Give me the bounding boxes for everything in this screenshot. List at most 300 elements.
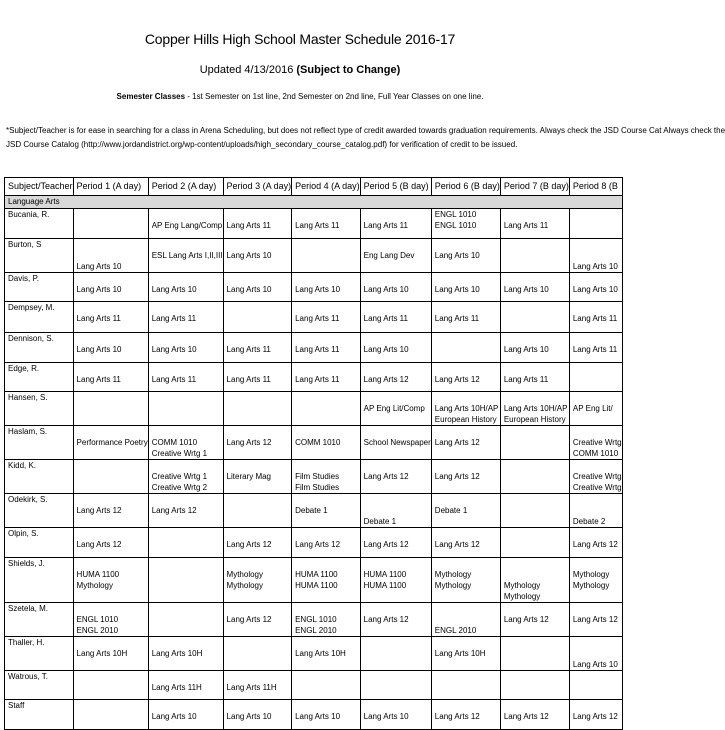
teacher-label: Edge, R.: [8, 364, 40, 373]
period-4-cell: [292, 239, 361, 273]
class-name: Eng Lang Dev: [363, 251, 415, 260]
period-7-cell: [500, 700, 569, 730]
teacher-label: Burton, S: [8, 240, 42, 249]
class-name: Lang Arts 10H: [295, 649, 346, 658]
period-3-cell: [223, 637, 292, 671]
class-name: [364, 273, 431, 284]
teacher-label: Bucania, R.: [8, 210, 50, 219]
class-name: [295, 426, 360, 437]
period-1-cell: [73, 460, 148, 494]
teacher-name: [5, 558, 74, 603]
class-name: Lang Arts 11: [503, 221, 549, 230]
period-3-cell: [223, 460, 292, 494]
class-name: HUMA 1100: [363, 570, 407, 579]
class-name: European History: [503, 415, 566, 424]
class-name: [364, 333, 431, 344]
teacher-name: [5, 333, 74, 363]
class-name: Lang Arts 11H: [226, 683, 277, 692]
class-name: [295, 333, 360, 344]
class-name: [227, 209, 292, 220]
class-name: HUMA 1100: [295, 581, 338, 590]
class-name: [295, 363, 360, 374]
class-name: ENGL 1010: [434, 221, 477, 230]
table-row: [5, 528, 623, 558]
note-line-2: JSD Course Catalog (http://www.jordandistrict.org/wp-content/uploads/high_secondary_course_catalog.pdf) for verification of credit to be issued.: [6, 140, 518, 149]
class-name: Creative Wrtg: [572, 483, 622, 492]
class-name: Lang Arts 10: [503, 285, 549, 294]
period-6-cell: [431, 333, 500, 363]
period-1-cell: [73, 637, 148, 671]
teacher-label: Olpin, S.: [8, 529, 39, 538]
class-name: [295, 637, 360, 648]
table-row: [5, 426, 623, 460]
section-language-arts: Language Arts: [5, 196, 623, 209]
period-2-cell: [148, 558, 223, 603]
class-name: Lang Arts 12: [295, 540, 341, 549]
header-period-6: Period 6 (B day): [431, 178, 500, 196]
period-6-cell: [431, 671, 500, 700]
class-name: Lang Arts 12: [503, 712, 549, 721]
period-1-cell: [73, 603, 148, 637]
class-name: Lang Arts 10: [572, 262, 618, 271]
class-name: [504, 603, 569, 614]
class-name: Lang Arts 12: [434, 438, 480, 447]
period-2-cell: [148, 302, 223, 333]
period-7-cell: [500, 528, 569, 558]
class-name: [77, 273, 148, 284]
period-8-cell: [569, 637, 622, 671]
table-row: [5, 603, 623, 637]
class-name: [227, 273, 292, 284]
period-5-cell: [360, 671, 431, 700]
class-name: [77, 302, 148, 313]
period-8-cell: [569, 528, 622, 558]
class-name: [152, 363, 223, 374]
class-name: [295, 460, 360, 471]
period-6-cell: [431, 637, 500, 671]
class-name: Lang Arts 10: [151, 712, 197, 721]
period-5-cell: [360, 700, 431, 730]
teacher-name: [5, 302, 74, 333]
class-name: [77, 603, 148, 614]
class-name: School Newspaper: [363, 438, 431, 447]
class-name: Lang Arts 12: [151, 506, 197, 515]
period-5-cell: [360, 603, 431, 637]
teacher-name: [5, 700, 74, 730]
period-1-cell: [73, 239, 148, 273]
table-row: [5, 460, 623, 494]
period-7-cell: [500, 333, 569, 363]
period-6-cell: [431, 426, 500, 460]
class-name: Lang Arts 11: [151, 375, 197, 384]
class-name: [435, 637, 500, 648]
period-5-cell: [360, 363, 431, 392]
class-name: Lang Arts 12: [363, 375, 409, 384]
period-7-cell: [500, 392, 569, 426]
class-name: [77, 528, 148, 539]
teacher-name: [5, 460, 74, 494]
class-name: [364, 460, 431, 471]
class-name: [152, 460, 223, 471]
class-name: Lang Arts 10H/AP: [503, 404, 568, 413]
period-3-cell: [223, 302, 292, 333]
class-name: Debate 1: [295, 506, 328, 515]
class-name: Lang Arts 10H: [76, 649, 128, 658]
class-name: [295, 528, 360, 539]
period-6-cell: [431, 603, 500, 637]
class-name: Lang Arts 12: [363, 540, 409, 549]
class-name: [504, 273, 569, 284]
period-3-cell: [223, 558, 292, 603]
class-name: Creative Wrtg: [572, 472, 622, 481]
class-name: [227, 558, 292, 569]
class-name: ENGL 1010: [76, 615, 119, 624]
class-name: [435, 528, 500, 539]
class-name: Lang Arts 12: [434, 712, 480, 721]
period-2-cell: [148, 426, 223, 460]
class-name: Lang Arts 10: [151, 345, 197, 354]
teacher-label: Watrous, T.: [8, 672, 49, 681]
master-schedule-table: [4, 177, 623, 730]
period-6-cell: [431, 392, 500, 426]
period-1-cell: [73, 700, 148, 730]
period-6-cell: [431, 209, 500, 239]
class-name: [364, 700, 431, 711]
class-name: [227, 603, 292, 614]
period-1-cell: [73, 302, 148, 333]
class-name: Lang Arts 10: [434, 285, 480, 294]
class-name: Lang Arts 10H: [434, 649, 486, 658]
class-name: [435, 558, 500, 569]
period-8-cell: [569, 494, 622, 528]
period-2-cell: [148, 528, 223, 558]
class-name: [364, 494, 431, 505]
class-name: Mythology: [572, 581, 610, 590]
teacher-label: Shields, J.: [8, 559, 45, 568]
teacher-name: [5, 273, 74, 302]
class-name: Lang Arts 11: [434, 314, 480, 323]
period-7-cell: [500, 273, 569, 302]
teacher-name: [5, 426, 74, 460]
period-6-cell: [431, 273, 500, 302]
class-name: [573, 648, 622, 659]
period-7-cell: [500, 494, 569, 528]
class-name: [573, 603, 622, 614]
class-name: ENGL 2010: [295, 626, 337, 635]
period-1-cell: [73, 426, 148, 460]
class-name: [364, 302, 431, 313]
class-name: Mythology: [76, 581, 114, 590]
class-name: [435, 239, 500, 250]
class-name: [573, 528, 622, 539]
period-3-cell: [223, 426, 292, 460]
table-row: [5, 363, 623, 392]
class-name: [435, 494, 500, 505]
section-row: [5, 196, 623, 209]
class-name: [227, 239, 292, 250]
class-name: Debate 2: [572, 517, 606, 526]
class-name: [435, 273, 500, 284]
table-row: [5, 302, 623, 333]
class-name: Film Studies: [295, 472, 340, 481]
period-8-cell: [569, 671, 622, 700]
period-4-cell: [292, 302, 361, 333]
period-4-cell: [292, 333, 361, 363]
period-5-cell: [360, 460, 431, 494]
class-name: Performance Poetry: [76, 438, 148, 447]
teacher-label: Haslam, S.: [8, 427, 48, 436]
class-name: [77, 426, 148, 437]
class-name: Creative Wrtg: [572, 438, 622, 447]
class-name: [573, 273, 622, 284]
class-name: Creative Wrtg 2: [151, 483, 208, 492]
class-name: [295, 700, 360, 711]
class-name: [227, 426, 292, 437]
period-2-cell: [148, 273, 223, 302]
period-6-cell: [431, 239, 500, 273]
teacher-name: [5, 494, 74, 528]
period-8-cell: [569, 302, 622, 333]
class-name: [504, 700, 569, 711]
period-3-cell: [223, 528, 292, 558]
class-name: [295, 494, 360, 505]
class-name: Lang Arts 11: [76, 375, 121, 384]
class-name: [504, 209, 569, 220]
class-name: [77, 250, 148, 261]
class-name: [364, 426, 431, 437]
period-4-cell: [292, 209, 361, 239]
teacher-name: [5, 363, 74, 392]
class-name: [227, 460, 292, 471]
period-3-cell: [223, 273, 292, 302]
period-1-cell: [73, 494, 148, 528]
class-name: Lang Arts 11: [295, 314, 340, 323]
period-1-cell: [73, 558, 148, 603]
updated-date: Updated 4/13/2016: [199, 64, 297, 76]
class-name: Film Studies: [295, 483, 340, 492]
teacher-name: [5, 209, 74, 239]
class-name: Lang Arts 10H: [151, 649, 203, 658]
header-period-7: Period 7 (B day): [500, 178, 569, 196]
class-name: [295, 209, 360, 220]
class-name: Lang Arts 11: [572, 314, 618, 323]
period-1-cell: [73, 273, 148, 302]
class-name: Lang Arts 12: [76, 540, 122, 549]
period-6-cell: [431, 494, 500, 528]
period-6-cell: [431, 460, 500, 494]
period-7-cell: [500, 671, 569, 700]
period-2-cell: [148, 637, 223, 671]
class-name: [364, 505, 431, 516]
period-7-cell: [500, 302, 569, 333]
class-name: Mythology: [503, 581, 541, 590]
class-name: Lang Arts 10H/AP: [434, 404, 499, 413]
class-name: Lang Arts 11: [363, 314, 408, 323]
class-name: [573, 250, 622, 261]
class-name: Lang Arts 11: [572, 345, 618, 354]
teacher-name: [5, 392, 74, 426]
class-name: Lang Arts 12: [572, 540, 618, 549]
class-name: [364, 209, 431, 220]
period-4-cell: [292, 603, 361, 637]
period-3-cell: [223, 603, 292, 637]
period-8-cell: [569, 603, 622, 637]
teacher-name: [5, 637, 74, 671]
class-name: AP Eng Lit/Comp: [363, 404, 425, 413]
period-3-cell: [223, 700, 292, 730]
teacher-name: [5, 603, 74, 637]
period-2-cell: [148, 603, 223, 637]
period-7-cell: [500, 460, 569, 494]
class-name: Lang Arts 10: [363, 345, 409, 354]
class-name: [364, 363, 431, 374]
class-name: ENGL 2010: [434, 626, 477, 635]
class-name: [152, 239, 223, 250]
period-1-cell: [73, 209, 148, 239]
class-name: Lang Arts 11: [295, 345, 340, 354]
period-4-cell: [292, 363, 361, 392]
period-7-cell: [500, 239, 569, 273]
class-name: [152, 426, 223, 437]
period-3-cell: [223, 363, 292, 392]
class-name: Lang Arts 10: [295, 712, 341, 721]
class-name: Creative Wrtg 1: [151, 472, 208, 481]
period-2-cell: [148, 333, 223, 363]
class-name: [227, 528, 292, 539]
period-4-cell: [292, 637, 361, 671]
period-7-cell: [500, 637, 569, 671]
period-3-cell: [223, 333, 292, 363]
table-row: [5, 239, 623, 273]
teacher-label: Davis, P.: [8, 274, 39, 283]
class-name: Lang Arts 11: [76, 314, 121, 323]
period-4-cell: [292, 700, 361, 730]
class-name: [573, 460, 622, 471]
class-name: Mythology: [434, 570, 472, 579]
class-name: [573, 505, 622, 516]
period-6-cell: [431, 700, 500, 730]
period-4-cell: [292, 671, 361, 700]
class-name: HUMA 1100: [295, 570, 338, 579]
period-1-cell: [73, 363, 148, 392]
class-name: Lang Arts 11: [503, 375, 549, 384]
class-name: [573, 494, 622, 505]
period-3-cell: [223, 392, 292, 426]
teacher-label: Dennison, S.: [8, 334, 54, 343]
period-1-cell: [73, 671, 148, 700]
period-8-cell: [569, 333, 622, 363]
period-5-cell: [360, 637, 431, 671]
header-period-5: Period 5 (B day): [360, 178, 431, 196]
period-2-cell: [148, 209, 223, 239]
page-title: Copper Hills High School Master Schedule 2016-17: [144, 31, 456, 47]
class-name: Lang Arts 12: [434, 540, 480, 549]
table-row: [5, 392, 623, 426]
period-1-cell: [73, 392, 148, 426]
teacher-label: Thaller, H.: [8, 638, 45, 647]
class-name: [295, 273, 360, 284]
teacher-name: [5, 671, 74, 700]
class-name: HUMA 1100: [363, 581, 407, 590]
class-name: [504, 333, 569, 344]
class-name: [152, 333, 223, 344]
class-name: Lang Arts 10: [226, 251, 272, 260]
class-name: Lang Arts 11: [363, 221, 408, 230]
period-5-cell: [360, 426, 431, 460]
table-row: [5, 558, 623, 603]
class-name: [573, 333, 622, 344]
teacher-label: Dempsey, M.: [8, 303, 55, 312]
class-name: ENGL 1010: [434, 210, 477, 219]
period-8-cell: [569, 273, 622, 302]
class-name: ENGL 1010: [295, 615, 337, 624]
class-name: Lang Arts 10: [434, 251, 480, 260]
class-name: Mythology: [226, 570, 264, 579]
table-row: [5, 273, 623, 302]
period-2-cell: [148, 700, 223, 730]
period-4-cell: [292, 528, 361, 558]
class-name: Lang Arts 10: [363, 712, 409, 721]
header-period-3: Period 3 (A day): [223, 178, 292, 196]
period-7-cell: [500, 363, 569, 392]
class-name: Lang Arts 10: [76, 345, 122, 354]
period-5-cell: [360, 273, 431, 302]
class-name: [573, 302, 622, 313]
period-6-cell: [431, 302, 500, 333]
class-name: [435, 614, 500, 625]
class-name: [573, 700, 622, 711]
disclaimer-note: [6, 124, 725, 152]
period-4-cell: [292, 558, 361, 603]
class-name: [364, 392, 431, 403]
period-8-cell: [569, 239, 622, 273]
class-name: [77, 637, 148, 648]
class-name: [152, 671, 223, 682]
period-3-cell: [223, 239, 292, 273]
class-name: [364, 528, 431, 539]
class-name: [152, 209, 223, 220]
class-name: [152, 273, 223, 284]
period-2-cell: [148, 671, 223, 700]
period-4-cell: [292, 494, 361, 528]
class-name: Lang Arts 11: [226, 345, 271, 354]
class-name: [504, 392, 569, 403]
teacher-label: Hansen, S.: [8, 393, 48, 402]
class-name: Lang Arts 10: [572, 660, 618, 669]
period-6-cell: [431, 558, 500, 603]
class-name: [573, 558, 622, 569]
header-subject-teacher: Subject/Teacher: [5, 178, 74, 196]
class-name: COMM 1010: [151, 438, 198, 447]
class-name: Lang Arts 11H: [151, 683, 202, 692]
period-8-cell: [569, 426, 622, 460]
class-name: Creative Wrtg 1: [151, 449, 208, 458]
class-name: Lang Arts 12: [572, 615, 618, 624]
class-name: [435, 460, 500, 471]
class-name: [152, 637, 223, 648]
header-row: [5, 178, 623, 196]
class-name: [573, 426, 622, 437]
class-name: Lang Arts 11: [295, 221, 340, 230]
class-name: [435, 363, 500, 374]
period-7-cell: [500, 426, 569, 460]
class-name: Lang Arts 11: [226, 221, 271, 230]
class-name: [364, 603, 431, 614]
class-name: [295, 603, 360, 614]
class-name: Lang Arts 10: [76, 285, 122, 294]
teacher-label: Kidd, K.: [8, 461, 37, 470]
class-name: [227, 333, 292, 344]
